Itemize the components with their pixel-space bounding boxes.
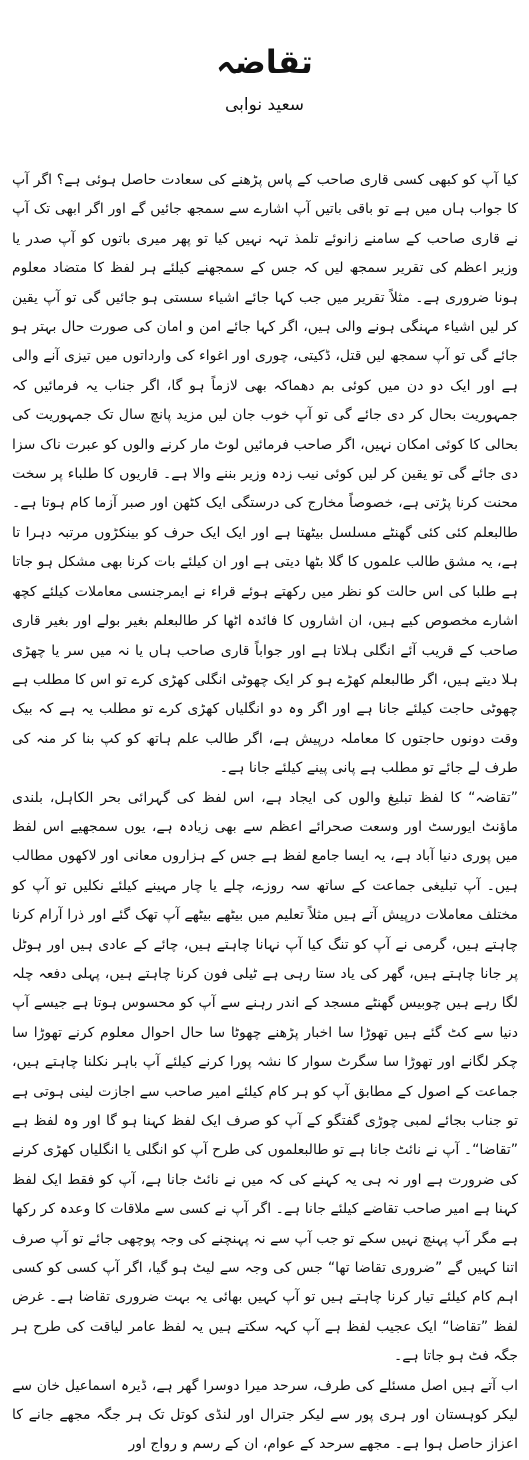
article-body — [12, 166, 518, 1453]
article-paragraph: اب آتے ہیں اصل مسئلے کی طرف، سرحد میرا دوسرا گھر ہے، ڈیرہ اسماعیل خان سے لیکر کوہستان اور ہری پور سے لیکر جترال اور لنڈی کوتل تک ہر جگہ مجھے جانے کا اعزاز حاصل ہوا ہے۔ مجھے سرحد کے عوام، ان کے رسم و رواج اور — [12, 1377, 518, 1453]
article-paragraph: ”تقاضہ“ کا لفظ تبلیغ والوں کی ایجاد ہے، اس لفظ کی گہرائی بحر الکاہل، بلندی ماؤنٹ ایورسٹ اور وسعت صحرائے اعظم سے بھی زیادہ ہے، یوں سمجھیے اس لفظ میں پوری دنیا آباد ہے، یہ ایسا جامع لفظ ہے جس کے ہزاروں معانی اور لاکھوں مطالب ہیں۔ آپ تبلیغی جماعت کے ساتھ سہ روزے، چلے یا چار مہینے کیلئے نکلیں تو آپ کو مختلف معاملات درپیش آتے ہیں مثلاً تعلیم میں بیٹھے بیٹھے آپ تھک گئے اور ذرا آرام کرنا چاہتے ہیں، گرمی نے آپ کو تنگ کیا آپ نہانا چاہتے ہیں، چائے کے عادی ہیں اور ہوٹل پر جانا چاہتے ہیں، گھر کی یاد ستا رہی ہے ٹیلی فون کرنا چاہتے ہیں، پہلی دفعہ چلہ لگا رہے ہیں چوبیس گھنٹے مسجد کے اندر رہنے سے آپ کو محسوس ہوتا ہے جیسے آپ دنیا سے کٹ گئے ہیں تھوڑا سا اخبار پڑھنے چھوٹا سا حال احوال معلوم کرنے تھوڑا سا چکر لگانے اور تھوڑا سا سگرٹ سوار کا نشہ پورا کرنے کیلئے آپ باہر نکلنا چاہتے ہیں، جماعت کے اصول کے مطابق آپ کو ہر کام کیلئے امیر صاحب سے اجازت لینی ہوتی ہے تو جناب بجائے لمبی چوڑی گفتگو کے آپ کو صرف ایک لفظ کہنا ہو گا اور وہ لفظ ہے ”تقاضا“۔ آپ نے نائٹ جانا ہے تو طالبعلموں کی طرح آپ کو انگلی یا انگلیاں کھڑی کرنے کی ضرورت ہے اور نہ ہی یہ کہنے کی کہ میں نے نائٹ جانا ہے، آپ کو فقط ایک لفظ کہنا ہے امیر صاحب تقاضے کیلئے جانا ہے۔ اگر آپ نے کسی سے ملاقات کا وعدہ کر رکھا ہے مگر آپ پہنچ نہیں سکے تو جب آپ سے نہ پہنچنے کی وجہ پوچھی جائے تو آپ صرف اتنا کہیں گے ”ضروری تقاضا تھا“ جس کی وجہ سے لیٹ ہو گیا، اگر آپ کسی کو کسی اہم کام کیلئے تیار کرنا چاہتے ہیں تو آپ کہیں بھائی یہ بہت ضروری تقاضا ہے۔ غرض لفظ ”تقاضا“ ایک عجیب لفظ ہے آپ کہہ سکتے ہیں یہ لفظ عامر لیاقت کی طرح ہر جگہ فٹ ہو جاتا ہے۔ — [12, 789, 518, 1365]
article-title: تقاضہ — [216, 43, 313, 81]
article-paragraph: کیا آپ کو کبھی کسی قاری صاحب کے پاس پڑھنے کی سعادت حاصل ہوئی ہے؟ اگر آپ کا جواب ہاں میں ہے تو باقی باتیں آپ اشارے سے سمجھ جائیں گے اور اگر ابھی تک آپ نے قاری صاحب کے سامنے زانوئے تلمذ تہہ نہیں کیا تو پھر میری باتوں کو آپ صدر یا وزیر اعظم کی تقریر سمجھ لیں کہ جس کے سمجھنے کیلئے ہر لفظ کا متضاد معلوم ہونا ضروری ہے۔ مثلاً تقریر میں جب کہا جائے اشیاء سستی ہو جائیں گی تو آپ یقین کر لیں اشیاء مہنگی ہونے والی ہیں، اگر کہا جائے امن و امان کی صورت حال بہتر ہو جائے گی تو آپ سمجھ لیں قتل، ڈکیتی، چوری اور اغواء کی وارداتوں میں تیزی آنے والی ہے اور ایک دو دن میں کوئی بم دھماکہ بھی لازماً ہو گا، اگر جناب یہ فرمائیں کہ جمہوریت بحال کر دی جائے گی تو آپ خوب جان لیں مزید پانچ سال تک جمہوریت کی بحالی کا کوئی امکان نہیں، اگر صاحب فرمائیں لوٹ مار کرنے والوں کو عبرت ناک سزا دی جائے گی تو یقین کر لیں کوئی نیب زدہ وزیر بننے والا ہے۔ قاریوں کا طلباء پر سخت محنت کرنا پڑتی ہے، خصوصاً مخارج کی درستگی ایک کٹھن اور صبر آزما کام ہوتا ہے۔ طالبعلم کئی کئی گھنٹے مسلسل بیٹھتا ہے اور ایک ایک حرف کو بینکڑوں مرتبہ دہرا تا ہے، یہ مشق طالب علموں کا گلا بٹھا دیتی ہے اور ان کیلئے بات کرنا بھی مشکل ہو جاتا ہے طلبا کی اس حالت کو نظر میں رکھتے ہوئے قراء نے ایمرجنسی معاملات کیلئے کچھ اشارے مخصوص کیے ہیں، ان اشاروں کا فائدہ اٹھا کر طالبعلم بغیر بولے اور بغیر قاری صاحب کے قریب آئے انگلی ہلاتا ہے اور جواباً قاری صاحب ہاں یا نہ میں سر یا چھڑی ہلا دیتے ہیں، اگر طالبعلم کھڑے ہو کر ایک چھوٹی انگلی کھڑی کرے تو اس کا مطلب ہے چھوٹی حاجت کیلئے جانا ہے اور اگر وہ دو انگلیاں کھڑی کرے تو مطلب یہ ہے کہ بیک وقت دونوں حاجتوں کا معاملہ درپیش ہے، اگر طالب علم ہاتھ کو کپ بنا کر منہ کی طرف لے جائے تو مطلب ہے پانی پینے کیلئے جانا ہے۔ — [12, 172, 518, 777]
author-name: سعید نوابی — [224, 95, 305, 115]
